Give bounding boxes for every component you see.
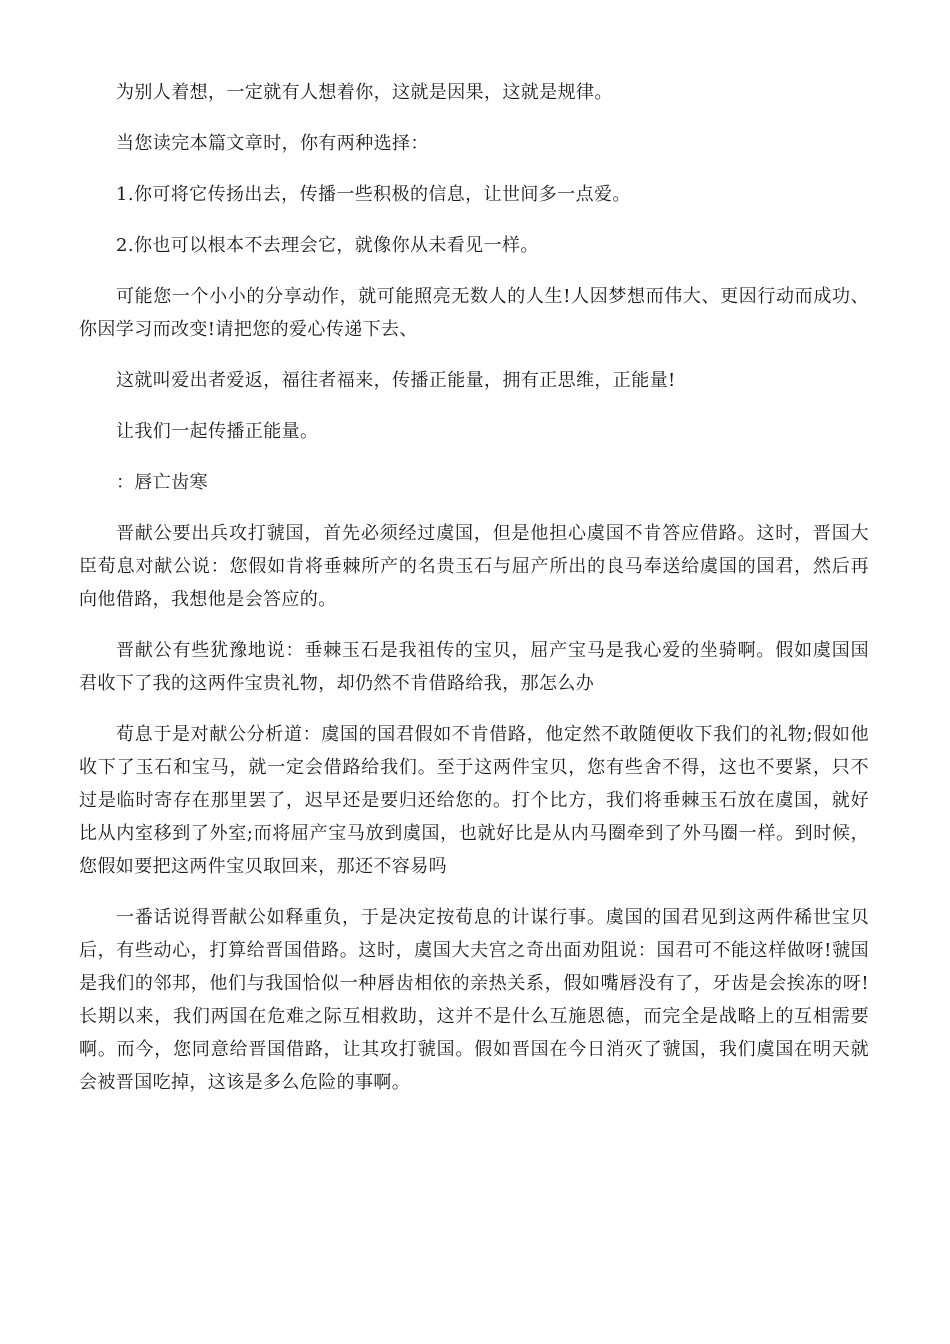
- paragraph-6: 这就叫爱出者爱返，福往者福来，传播正能量，拥有正思维，正能量!: [116, 370, 676, 391]
- paragraph-1: 为别人着想，一定就有人想着你，这就是因果，这就是规律。: [116, 82, 613, 103]
- paragraph-5: 可能您一个小小的分享动作，就可能照亮无数人的人生!人因梦想而伟大、更因行动而成功、你因学习而改变!请把您的爱心传递下去、: [79, 286, 869, 340]
- paragraph-4: 2.你也可以根本不去理会它，就像你从未看见一样。: [116, 235, 539, 256]
- paragraph-2: 当您读完本篇文章时，你有两种选择：: [116, 133, 429, 154]
- document-body: [79, 76, 869, 1117]
- paragraph-11: 荀息于是对献公分析道：虞国的国君假如不肯借路，他定然不敢随便收下我们的礼物;假如他收下了玉石和宝马，就一定会借路给我们。至于这两件宝贝，您有些舍不得，这也不要紧，只不过是临时寄存在那里罢了，迟早还是要归还给您的。打个比方，我们将垂棘玉石放在虞国，就好比从内室移到了外室;而将屈产宝马放到虞国，也就好比是从内马圈牵到了外马圈一样。到时候，您假如要把这两件宝贝取回来，那还不容易吗: [79, 724, 869, 877]
- paragraph-9: 晋献公要出兵攻打虢国，首先必须经过虞国，但是他担心虞国不肯答应借路。这时，晋国大臣荀息对献公说：您假如肯将垂棘所产的名贵玉石与屈产所出的良马奉送给虞国的国君，然后再向他借路，我想他是会答应的。: [79, 523, 869, 610]
- paragraph-10: 晋献公有些犹豫地说：垂棘玉石是我祖传的宝贝，屈产宝马是我心爱的坐骑啊。假如虞国国君收下了我的这两件宝贵礼物，却仍然不肯借路给我，那怎么办: [79, 640, 869, 694]
- section-heading: ：唇亡齿寒: [116, 472, 208, 493]
- paragraph-12: 一番话说得晋献公如释重负，于是决定按荀息的计谋行事。虞国的国君见到这两件稀世宝贝后，有些动心，打算给晋国借路。这时，虞国大夫宫之奇出面劝阻说：国君可不能这样做呀!虢国是我们的邻邦，他们与我国恰似一种唇齿相依的亲热关系，假如嘴唇没有了，牙齿是会挨冻的呀!长期以来，我们两国在危难之际互相救助，这并不是什么互施恩德，而完全是战略上的互相需要啊。而今，您同意给晋国借路，让其攻打虢国。假如晋国在今日消灭了虢国，我们虞国在明天就会被晋国吃掉，这该是多么危险的事啊。: [79, 907, 869, 1093]
- paragraph-7: 让我们一起传播正能量。: [116, 421, 319, 442]
- paragraph-3: 1.你可将它传扬出去，传播一些积极的信息，让世间多一点爱。: [116, 184, 631, 205]
